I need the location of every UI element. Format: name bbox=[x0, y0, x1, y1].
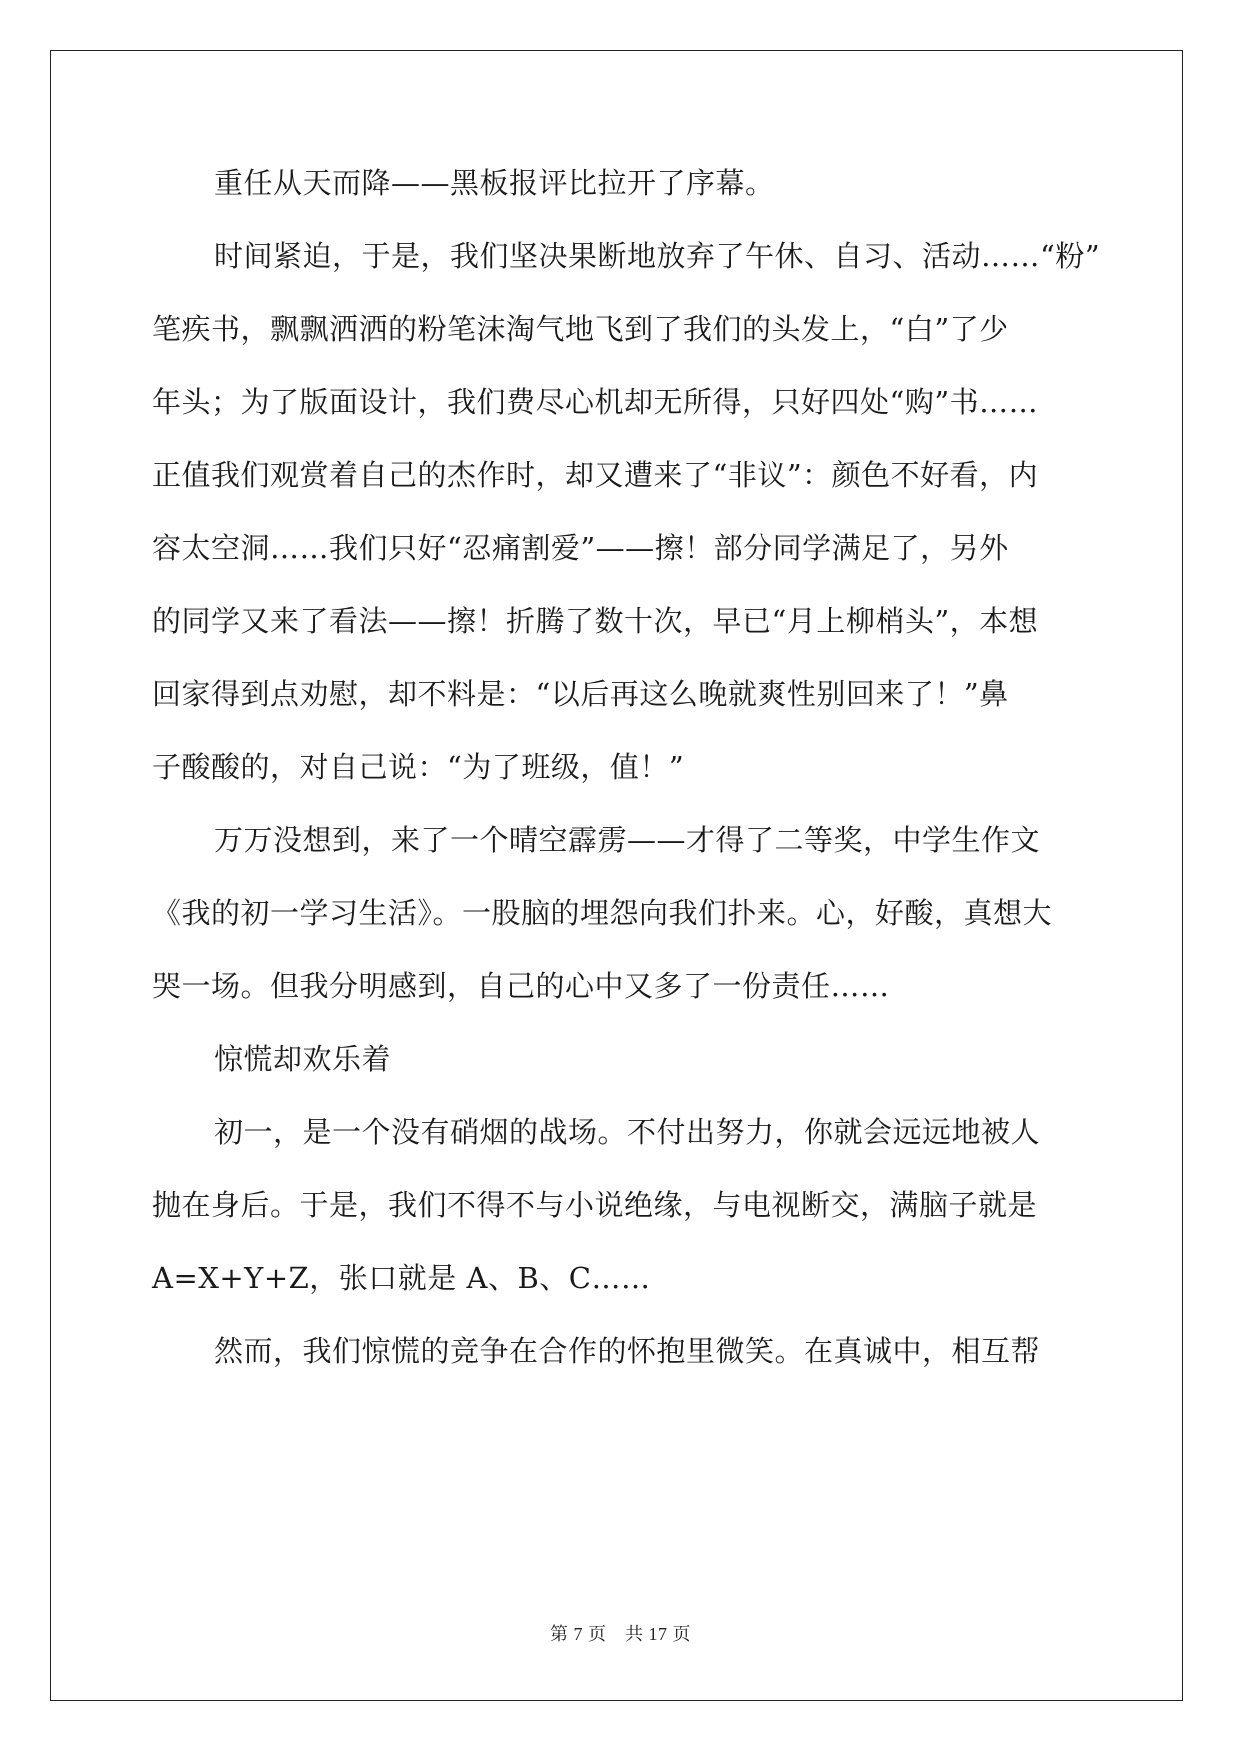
page-border bbox=[50, 50, 1183, 1701]
paragraph-line: A=X+Y+Z，张口就是 A、B、C…… bbox=[152, 1261, 651, 1295]
page-number-footer: 第 7 页 共 17 页 bbox=[550, 1624, 691, 1644]
paragraph-line: 子酸酸的，对自己说：“为了班级，值！” bbox=[152, 750, 685, 784]
paragraph-line: 的同学又来了看法——擦！折腾了数十次，早已“月上柳梢头”，本想 bbox=[152, 604, 1039, 638]
paragraph-line: 正值我们观赏着自己的杰作时，却又遭来了“非议”：颜色不好看，内 bbox=[152, 458, 1039, 492]
paragraph-line: 回家得到点劝慰，却不料是：“以后再这么晚就爽性别回来了！”鼻 bbox=[152, 677, 1009, 711]
paragraph-line: 《我的初一学习生活》。一股脑的埋怨向我们扑来。心，好酸，真想大 bbox=[152, 896, 1053, 930]
paragraph-line: 容太空洞……我们只好“忍痛割爱”——擦！部分同学满足了，另外 bbox=[152, 531, 1009, 565]
paragraph-line: 抛在身后。于是，我们不得不与小说绝缘，与电视断交，满脑子就是 bbox=[152, 1188, 1038, 1222]
section-heading: 惊慌却欢乐着 bbox=[214, 1042, 392, 1076]
paragraph-line: 年头；为了版面设计，我们费尽心机却无所得，只好四处“购”书…… bbox=[152, 385, 1039, 419]
paragraph-line: 然而，我们惊慌的竞争在合作的怀抱里微笑。在真诚中，相互帮 bbox=[214, 1334, 1041, 1368]
paragraph-line: 笔疾书，飘飘洒洒的粉笔沫淘气地飞到了我们的头发上，“白”了少 bbox=[152, 312, 1009, 346]
paragraph-line: 万万没想到，来了一个晴空霹雳——才得了二等奖，中学生作文 bbox=[214, 823, 1041, 857]
paragraph-line: 时间紧迫，于是，我们坚决果断地放弃了午休、自习、活动……“粉” bbox=[214, 239, 1101, 273]
paragraph-line: 初一，是一个没有硝烟的战场。不付出努力，你就会远远地被人 bbox=[214, 1115, 1041, 1149]
paragraph-line: 哭一场。但我分明感到，自己的心中又多了一份责任…… bbox=[152, 969, 890, 1003]
paragraph-line: 重任从天而降——黑板报评比拉开了序幕。 bbox=[214, 166, 775, 200]
